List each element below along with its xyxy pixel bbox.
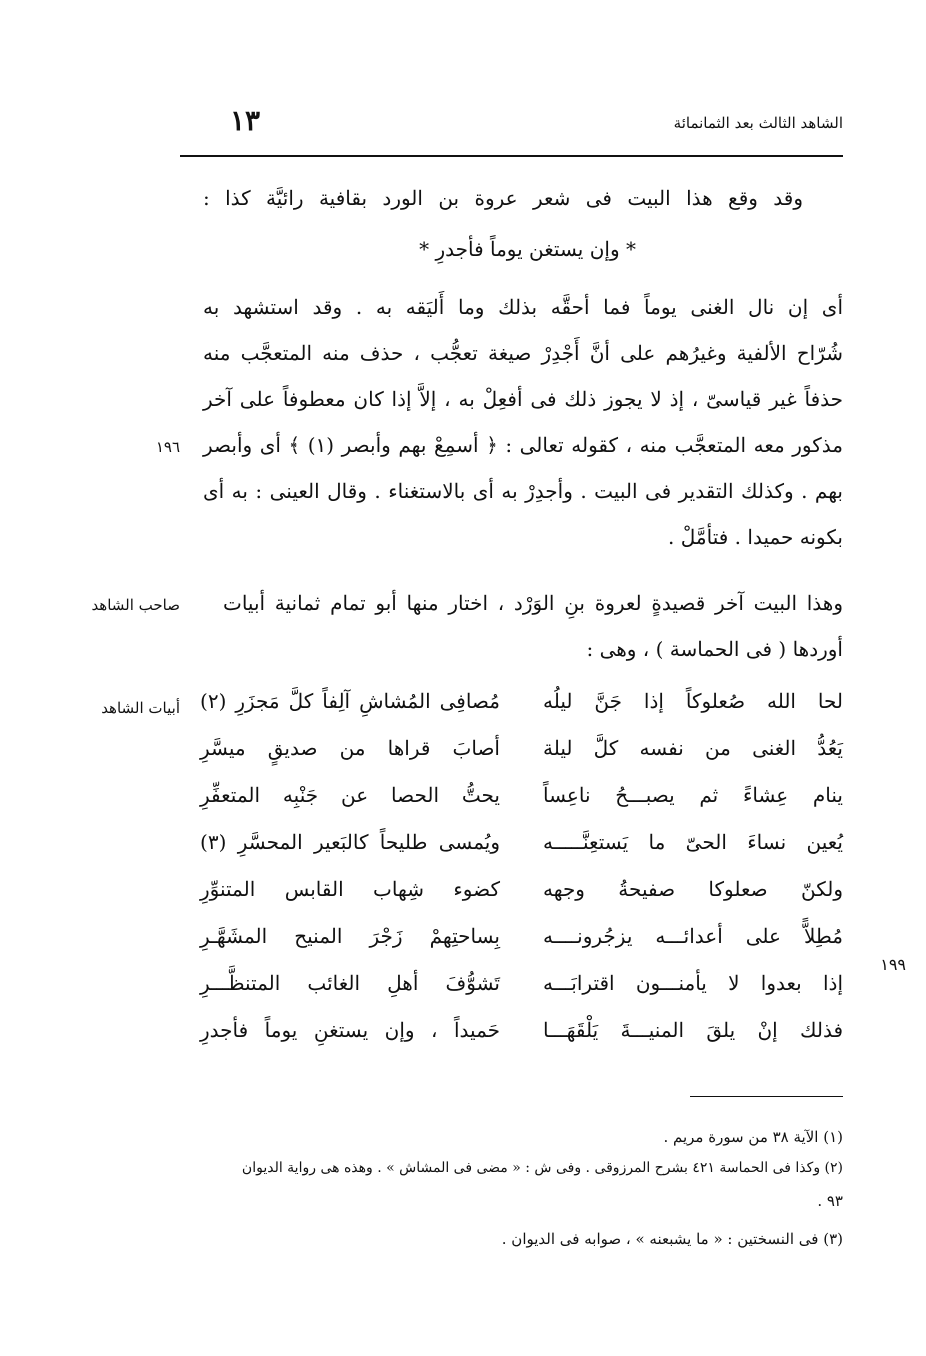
- verse-first-hemistich: مُطِلاًّ على أعدائـــه يزجُرونــــه: [543, 924, 843, 948]
- verse-second-hemistich: كضوء شِهاب القابس المتنوِّرِ: [200, 877, 500, 901]
- margin-note-owner: صاحب الشاهد: [91, 596, 180, 614]
- running-header-title: الشاهد الثالث بعد الثمانمائة: [673, 114, 843, 132]
- verse-first-hemistich: إذا بعدوا لا يأمنـــون اقترابَـــه: [543, 971, 843, 995]
- verse-second-hemistich: ويُمسى طليحاً كالبَعير المحسَّرِ (٣): [200, 830, 500, 854]
- verse-first-hemistich: لحا الله صُعلوكاً إذا جَنَّ ليلُه: [543, 689, 843, 713]
- verse-first-hemistich: فذلك إنْ يلقَ المنيـــةَ يَلْقَهَـــا: [543, 1018, 843, 1042]
- verse-second-hemistich: حَميداً ، وإن يستغنِ يوماً فأجدرِ: [200, 1018, 500, 1042]
- margin-reference: ١٩٦: [155, 438, 180, 456]
- verse-second-hemistich: تَشوُّفَ أهلِ الغائب المتنظَّـــرِ: [200, 971, 500, 995]
- paragraph-line: أى إن نال الغنى يوماً فما أحقَّه بذلك وما أَليَقه به . وقد استشهد به: [203, 295, 843, 319]
- footnote: (٣) فى النسختين : « ما يشبعنه » ، صوابه فى الديوان .: [501, 1230, 843, 1248]
- paragraph-line: مذكور معه المتعجَّب منه ، كقوله تعالى : ﴿ أسمِعْ بهم وأبصر (١) ﴾ أى وأبصر: [203, 433, 843, 457]
- footnote: (٢) وكذا فى الحماسة ٤٢١ بشرح المرزوقى . وفى ش : « مضى فى المشاش » . وهذه هى رواية الديوان: [241, 1160, 843, 1176]
- verse-second-hemistich: مُصافِى المُشاشِ آلِفاً كلَّ مَجزَرِ (٢): [200, 689, 500, 713]
- verse-first-hemistich: يُعين نساءَ الحىّ ما يَستعِنَّـــــه: [543, 830, 843, 854]
- verse-second-hemistich: يحتُّ الحصا عن جَنْبِه المتعفِّرِ: [200, 783, 500, 807]
- margin-reference: ١٩٩: [880, 955, 906, 974]
- paragraph-line: شُرّاح الألفية وغيرُهم على أنَّ أَجْدِرْ صيغة تعجُّب ، حذف منه المتعجَّب منه: [203, 341, 843, 365]
- verse-first-hemistich: يَعُدُّ الغنى من نفسه كلَّ ليلة: [543, 736, 843, 760]
- verse-second-hemistich: بِساحتِهمْ زَجْرَ المنيح المشَهَّـرِ: [200, 924, 500, 948]
- paragraph-line: بكونه حميدا . فتأمَّلْ .: [668, 525, 843, 549]
- footnote-rule: [690, 1096, 843, 1097]
- paragraph-line: وهذا البيت آخر قصيدةٍ لعروة بنِ الوَرْد ، اختار منها أبو تمام ثمانية أبيات: [223, 591, 843, 615]
- page-number: ١٣: [230, 104, 261, 137]
- paragraph-line: حذفاً غير قياسىّ ، إذ لا يجوز ذلك فى أفعِلْ به ، إلاَّ إذا كان معطوفاً على آخر: [203, 387, 843, 411]
- paragraph-line: وقد وقع هذا البيت فى شعر عروة بن الورد بقافية رائيَّة كذا :: [203, 186, 803, 210]
- paragraph-line: أوردها ( فى الحماسة ) ، وهى :: [586, 637, 843, 661]
- header-rule: [180, 155, 843, 157]
- margin-note-verses: أبيات الشاهد: [101, 699, 180, 717]
- footnote: (١) الآية ٣٨ من سورة مريم .: [663, 1128, 843, 1146]
- verse-first-hemistich: ولكنّ صعلوكا صفيحةُ وجهه: [543, 877, 843, 901]
- verse-second-hemistich: أصابَ قراها من صديقٍ ميسَّرِ: [200, 736, 500, 760]
- verse-first-hemistich: ينام عِشاءً ثم يصبـــحُ ناعِساً: [543, 783, 843, 807]
- verse-quote: * وإن يستغن يوماً فأجدرِ *: [419, 237, 636, 261]
- paragraph-line: بهم . وكذلك التقدير فى البيت . وأجدِرْ به أى بالاستغناء . وقال العينى : به أى: [203, 479, 843, 503]
- footnote-continuation: ٩٣ .: [817, 1192, 843, 1210]
